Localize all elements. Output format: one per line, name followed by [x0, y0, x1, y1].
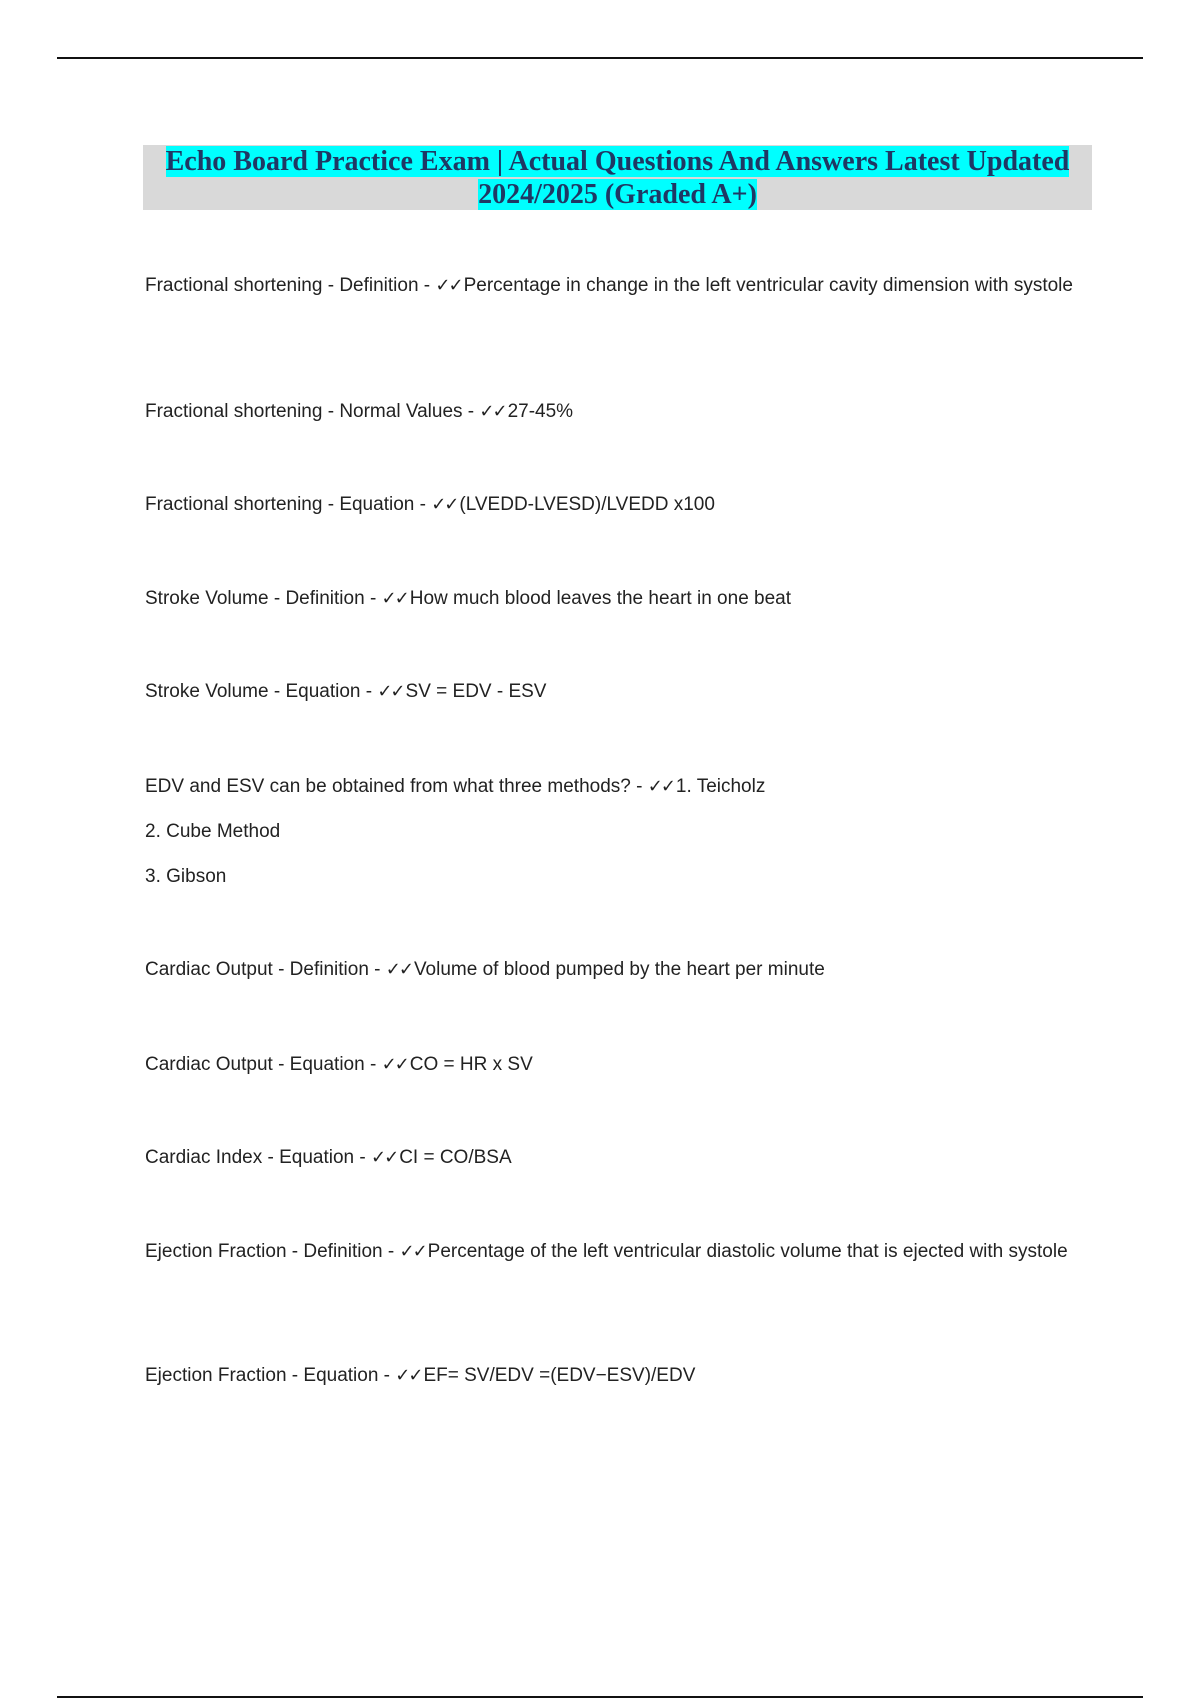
answer-text: CO = HR x SV: [409, 1054, 533, 1075]
double-check-icon: ✓✓: [435, 275, 462, 296]
question-text: Cardiac Index - Equation -: [145, 1147, 372, 1168]
question-text: Stroke Volume - Equation -: [145, 681, 378, 702]
double-check-icon: ✓✓: [431, 494, 458, 515]
title-line-1: Echo Board Practice Exam | Actual Questions And Answers Latest Updated: [165, 146, 1070, 177]
double-check-icon: ✓✓: [479, 401, 506, 422]
answer-text: 27-45%: [507, 401, 574, 422]
answer-text: Percentage of the left ventricular diastolic volume that is ejected with systole: [427, 1241, 1068, 1262]
qa-entry: [145, 1050, 1095, 1080]
answer-text: (LVEDD-LVESD)/LVEDD x100: [459, 494, 715, 515]
question-text: Fractional shortening - Equation -: [145, 494, 432, 515]
qa-entry: [145, 1143, 1095, 1173]
qa-entry: [145, 397, 1095, 427]
question-text: EDV and ESV can be obtained from what three methods? -: [145, 776, 648, 797]
answer-continuation-line: 3. Gibson: [145, 866, 227, 887]
answer-text: Percentage in change in the left ventricular cavity dimension with systole: [463, 275, 1073, 296]
document-title: [143, 145, 1092, 210]
answer-text: Volume of blood pumped by the heart per minute: [413, 959, 825, 980]
qa-entry: [145, 490, 1095, 520]
qa-entry: [145, 584, 1095, 614]
answer-continuation-line: 2. Cube Method: [145, 821, 281, 842]
qa-entry: [145, 1237, 1095, 1267]
double-check-icon: ✓✓: [381, 1054, 408, 1075]
answer-text: EF= SV/EDV =(EDV−ESV)/EDV: [423, 1365, 696, 1386]
answer-text: SV = EDV - ESV: [405, 681, 547, 702]
question-text: Fractional shortening - Normal Values -: [145, 401, 480, 422]
double-check-icon: ✓✓: [385, 959, 412, 980]
question-text: Fractional shortening - Definition -: [145, 275, 436, 296]
double-check-icon: ✓✓: [647, 776, 674, 797]
double-check-icon: ✓✓: [399, 1241, 426, 1262]
title-line-2: 2024/2025 (Graded A+): [478, 179, 757, 210]
double-check-icon: ✓✓: [395, 1365, 422, 1386]
header-rule: [57, 57, 1143, 59]
question-text: Ejection Fraction - Definition -: [145, 1241, 400, 1262]
question-text: Stroke Volume - Definition -: [145, 588, 382, 609]
answer-text: 1. Teicholz: [675, 776, 766, 797]
double-check-icon: ✓✓: [371, 1147, 398, 1168]
qa-entry: [145, 1361, 1095, 1391]
footer-rule: [57, 1696, 1143, 1698]
double-check-icon: ✓✓: [381, 588, 408, 609]
question-text: Cardiac Output - Definition -: [145, 959, 386, 980]
answer-text: How much blood leaves the heart in one beat: [409, 588, 792, 609]
qa-entry: [145, 271, 1095, 301]
double-check-icon: ✓✓: [377, 681, 404, 702]
qa-entry: [145, 772, 1095, 802]
question-text: Cardiac Output - Equation -: [145, 1054, 382, 1075]
qa-entry: [145, 955, 1095, 985]
answer-text: CI = CO/BSA: [399, 1147, 512, 1168]
question-text: Ejection Fraction - Equation -: [145, 1365, 396, 1386]
qa-entry: [145, 677, 1095, 707]
